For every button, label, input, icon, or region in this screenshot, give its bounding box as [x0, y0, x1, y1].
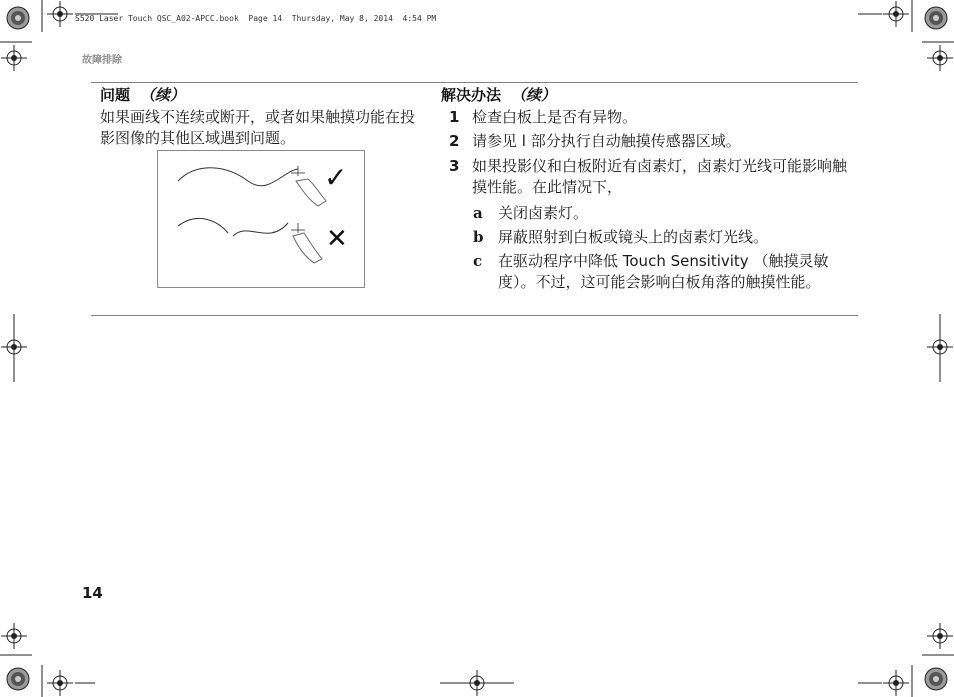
hand-top — [296, 179, 326, 206]
continuous-line — [178, 168, 298, 186]
cross-mark-icon: ✕ — [326, 224, 348, 254]
print-header-info: S520 Laser Touch QSC_A02-APCC.book Page 14 Thursday, May 8, 2014 4:54 PM — [75, 14, 437, 23]
substep-letter: c — [473, 252, 483, 270]
table-top-rule — [91, 82, 858, 83]
problem-heading-text: 问题 — [100, 86, 131, 104]
substep-letter: b — [473, 228, 484, 246]
substep-text: 关闭卤素灯。 — [498, 204, 589, 222]
solution-column-heading — [441, 84, 556, 105]
page-number: 14 — [82, 584, 103, 602]
section-tag: 故障排除 — [82, 55, 122, 66]
step-number: 3 — [449, 157, 460, 175]
step-text: 如果投影仪和白板附近有卤素灯，卤素灯光线可能影响触摸性能。在此情况下， — [472, 157, 848, 196]
solution-heading-text: 解决办法 — [441, 86, 502, 104]
substep-letter: a — [473, 204, 483, 222]
step-text: 请参见 l 部分执行自动触摸传感器区域。 — [472, 132, 741, 150]
touch-illustration — [157, 150, 365, 288]
problem-column-heading — [100, 84, 185, 105]
table-bottom-rule — [91, 315, 858, 316]
step-number: 1 — [449, 108, 460, 126]
substep-text: 屏蔽照射到白板或镜头上的卤素灯光线。 — [498, 228, 769, 246]
step-text: 检查白板上是否有异物。 — [472, 108, 638, 126]
substep-text: 在驱动程序中降低 Touch Sensitivity （触摸灵敏度）。不过，这可能会影响白板角落的触摸性能。 — [498, 252, 829, 291]
hand-bottom — [293, 233, 322, 263]
problem-continued-label: （续） — [140, 86, 186, 104]
step-number: 2 — [449, 132, 460, 150]
broken-line — [178, 218, 288, 236]
check-mark-icon: ✓ — [324, 161, 348, 194]
solution-continued-label: （续） — [511, 86, 557, 104]
problem-description: 如果画线不连续或断开，或者如果触摸功能在投影图像的其他区域遇到问题。 — [100, 108, 416, 147]
